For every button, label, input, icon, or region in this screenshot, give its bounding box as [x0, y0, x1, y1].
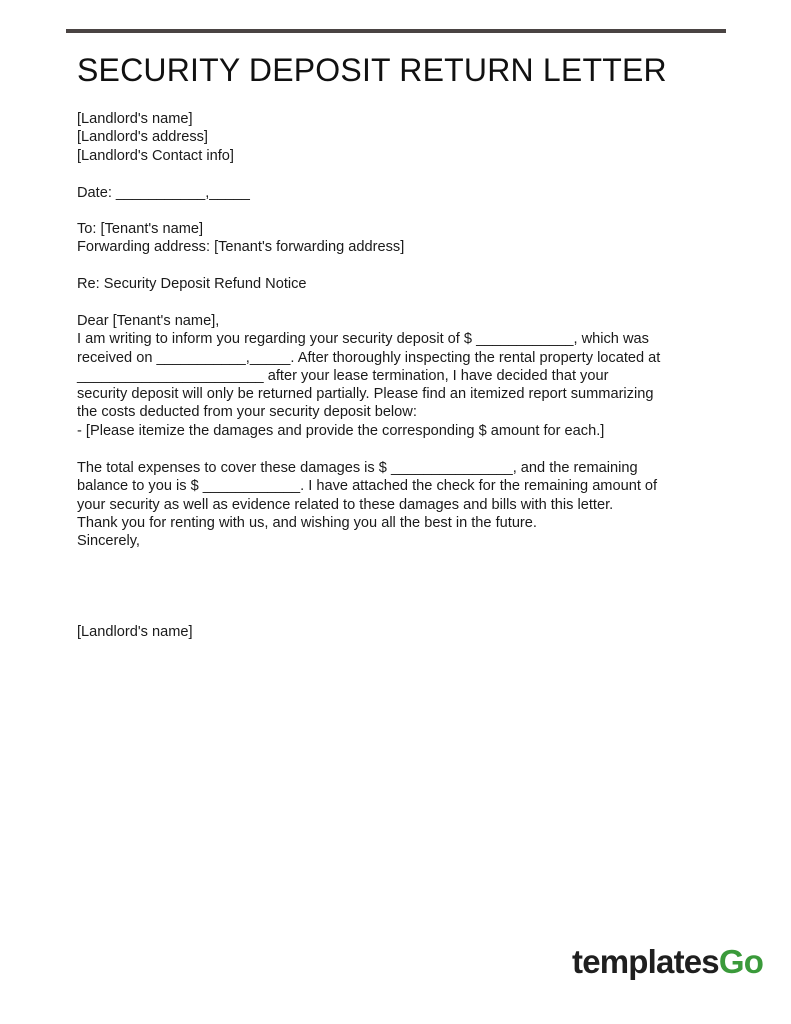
- templatesgo-logo: [572, 942, 763, 982]
- document-title: SECURITY DEPOSIT RETURN LETTER: [77, 52, 667, 88]
- body-line: Dear [Tenant's name],: [77, 313, 220, 329]
- closing-line: Sincerely,: [77, 533, 140, 550]
- recipient-line: Forwarding address: [Tenant's forwarding address]: [77, 239, 405, 256]
- body-line: I am writing to inform you regarding your security deposit of $ ____________, which was: [77, 331, 649, 348]
- closing-line: balance to you is $ ____________. I have attached the check for the remaining amount of: [77, 478, 658, 495]
- signature-block: [77, 623, 193, 641]
- top-divider: [66, 29, 726, 33]
- subject-line: Re: Security Deposit Refund Notice: [77, 276, 307, 292]
- recipient-line: To: [Tenant's name]: [77, 221, 204, 237]
- closing-line: The total expenses to cover these damages is $ _______________, and the remaining: [77, 460, 638, 476]
- closing-block: [77, 459, 657, 550]
- body-line: received on ___________,_____. After thoroughly inspecting the rental property located at: [77, 349, 661, 366]
- sender-block: [77, 110, 234, 165]
- body-line: the costs deducted from your security deposit below:: [77, 404, 417, 421]
- date-line: Date: ___________,_____: [77, 185, 250, 201]
- logo-text-main: templates: [572, 943, 719, 980]
- sender-line: [Landlord's name]: [77, 111, 193, 127]
- body-line: - [Please itemize the damages and provide the corresponding $ amount for each.]: [77, 422, 605, 439]
- logo-text-accent: Go: [718, 943, 764, 980]
- subject-block: [77, 275, 307, 293]
- sender-line: [Landlord's address]: [77, 129, 208, 146]
- body-line: security deposit will only be returned partially. Please find an itemized report summarizing: [77, 386, 654, 403]
- closing-line: your security as well as evidence related to these damages and bills with this letter.: [77, 496, 614, 513]
- recipient-block: [77, 220, 404, 257]
- closing-line: Thank you for renting with us, and wishing you all the best in the future.: [77, 514, 537, 531]
- letter-body: [77, 312, 660, 440]
- signature-name: [Landlord's name]: [77, 624, 193, 640]
- body-line: _______________________ after your lease termination, I have decided that your: [77, 367, 609, 384]
- sender-line: [Landlord's Contact info]: [77, 147, 234, 164]
- date-block: [77, 184, 250, 202]
